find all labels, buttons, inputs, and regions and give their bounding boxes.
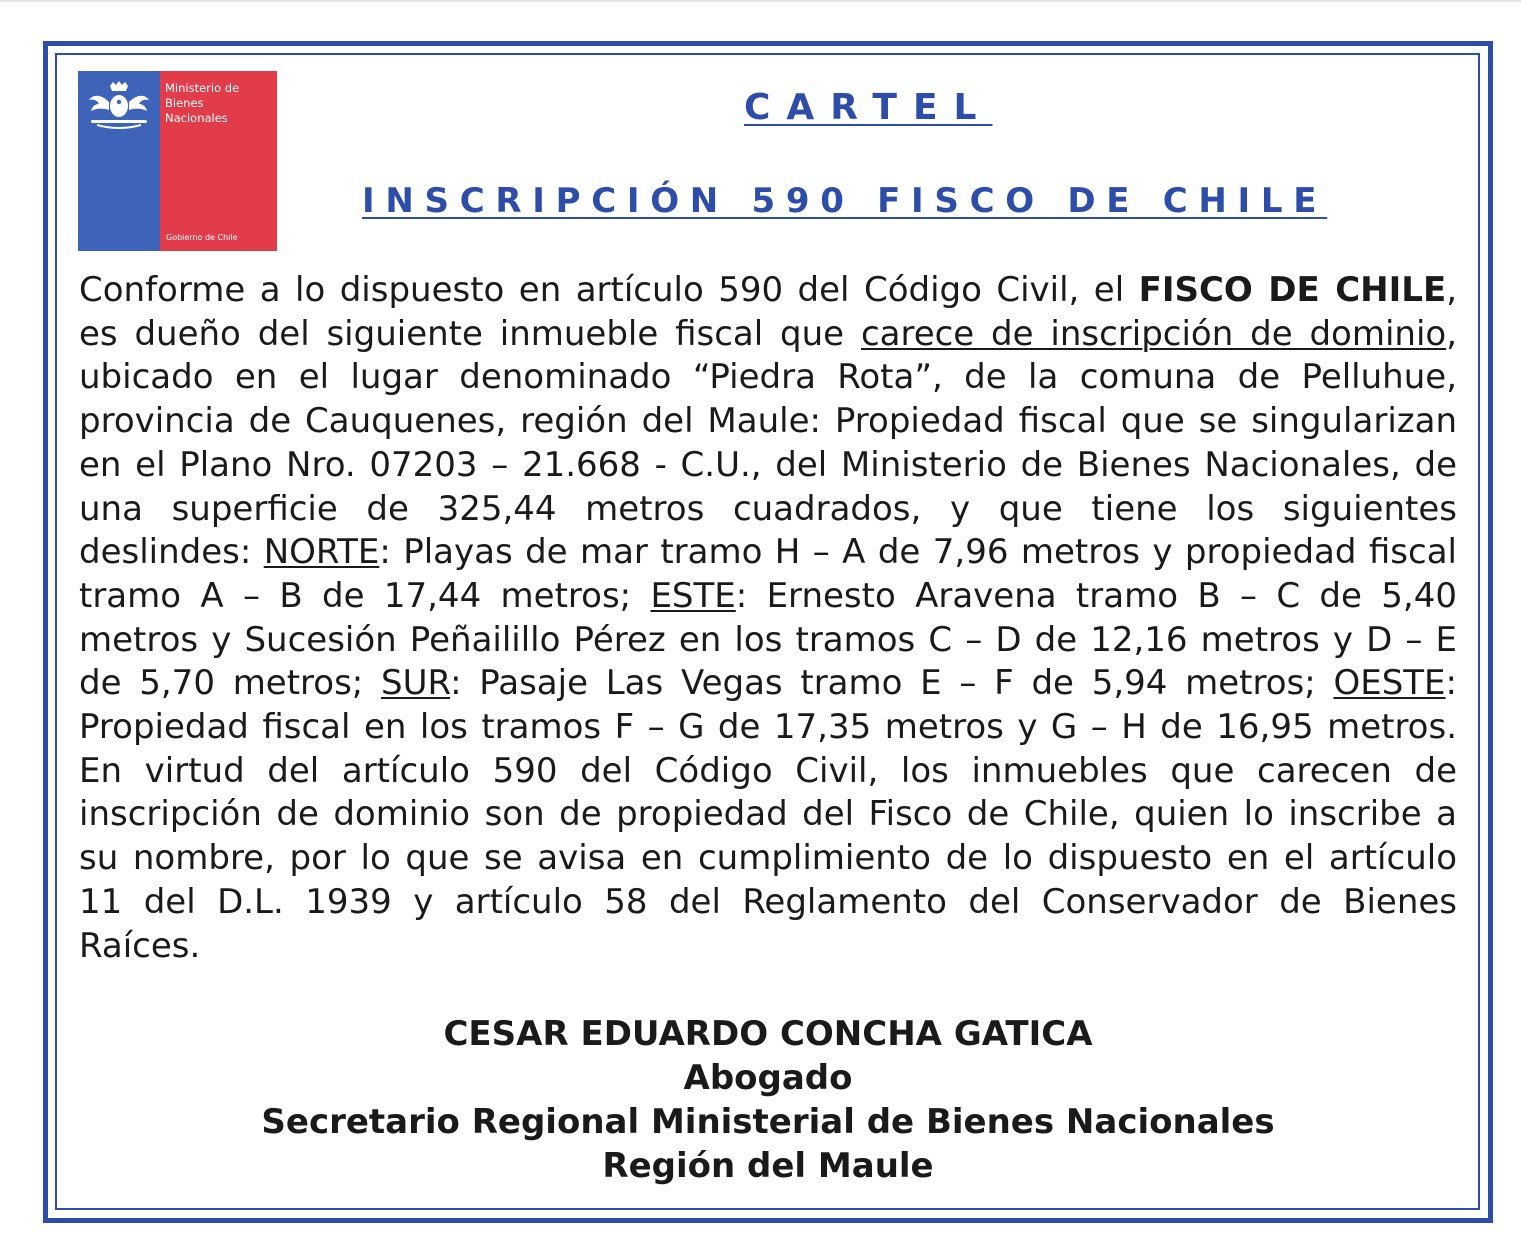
body-text-segment: : Propiedad fiscal en los tramos F – G de 17,35 metros y G – H de 16,95 metros. En virtud del artículo 590 del Código Civil, los inmuebles que carecen de inscripción de dominio son de propiedad del Fisco de Chile, quien lo inscribe a su nombre, por lo que se avisa en cumplimiento de lo dispuesto en el artículo 11 del D.L. 1939 y artículo 58 del Reglamento del Conservador de Bienes Raíces. <box>79 663 1457 966</box>
body-text-segment: , ubicado en el lugar denominado “Piedra Rota”, de la comuna de Pelluhue, provincia de Cauquenes, región del Maule: Propiedad fiscal que se singularizan en el Plano Nro. 07203 – 21.668 - C.U., del Ministerio de Bienes Nacionales, de una superficie de 325,44 metros cuadrados, y que tiene los siguientes deslindes: <box>79 313 1458 573</box>
body-text-segment: : Ernesto Aravena tramo B – C de 5,40 metros y Sucesión Peñailillo Pérez en los tramos C – D de 12,16 metros y D – E de 5,70 metros; <box>79 575 1457 704</box>
ministry-name-line-3: Nacionales <box>165 111 228 125</box>
boundary-label-west: OESTE <box>1333 663 1446 704</box>
notice-body <box>79 269 1457 968</box>
ministry-name-line-1: Ministerio de <box>165 81 240 95</box>
body-emphasis-fisco: FISCO DE CHILE <box>1138 270 1447 310</box>
signatory-position: Secretario Regional Ministerial de Bienes Nacionales <box>261 1102 1275 1142</box>
signatory-name: CESAR EDUARDO CONCHA GATICA <box>443 1014 1093 1054</box>
notice-subtitle: INSCRIPCIÓN 590 FISCO DE CHILE <box>362 181 1328 221</box>
signatory-role: Abogado <box>683 1058 853 1098</box>
body-text-segment: : Playas de mar tramo H – A de 7,96 metros y propiedad fiscal tramo A – B de 17,44 metros; <box>79 532 1457 616</box>
top-rule <box>0 0 1521 2</box>
signature-block <box>60 1012 1476 1188</box>
boundary-label-east: ESTE <box>650 575 736 616</box>
body-text-segment: : Pasaje Las Vegas tramo E – F de 5,94 metros; <box>450 663 1334 704</box>
boundary-label-south: SUR <box>381 663 451 704</box>
body-underline-no-registration: carece de inscripción de dominio <box>860 313 1447 354</box>
ministry-name-line-2: Bienes <box>165 96 204 110</box>
notice-title: CARTEL <box>744 87 993 128</box>
coat-of-arms-icon <box>83 80 155 130</box>
boundary-label-north: NORTE <box>263 532 380 573</box>
ministry-name <box>165 81 273 126</box>
body-text-segment: Conforme a lo dispuesto en artículo 590 del Código Civil, el <box>79 270 1139 310</box>
ministry-logo <box>78 71 277 251</box>
signatory-region: Región del Maule <box>602 1146 934 1186</box>
body-text-segment: , es dueño del siguiente inmueble fiscal que <box>79 270 1457 354</box>
government-label: Gobierno de Chile <box>166 233 238 242</box>
